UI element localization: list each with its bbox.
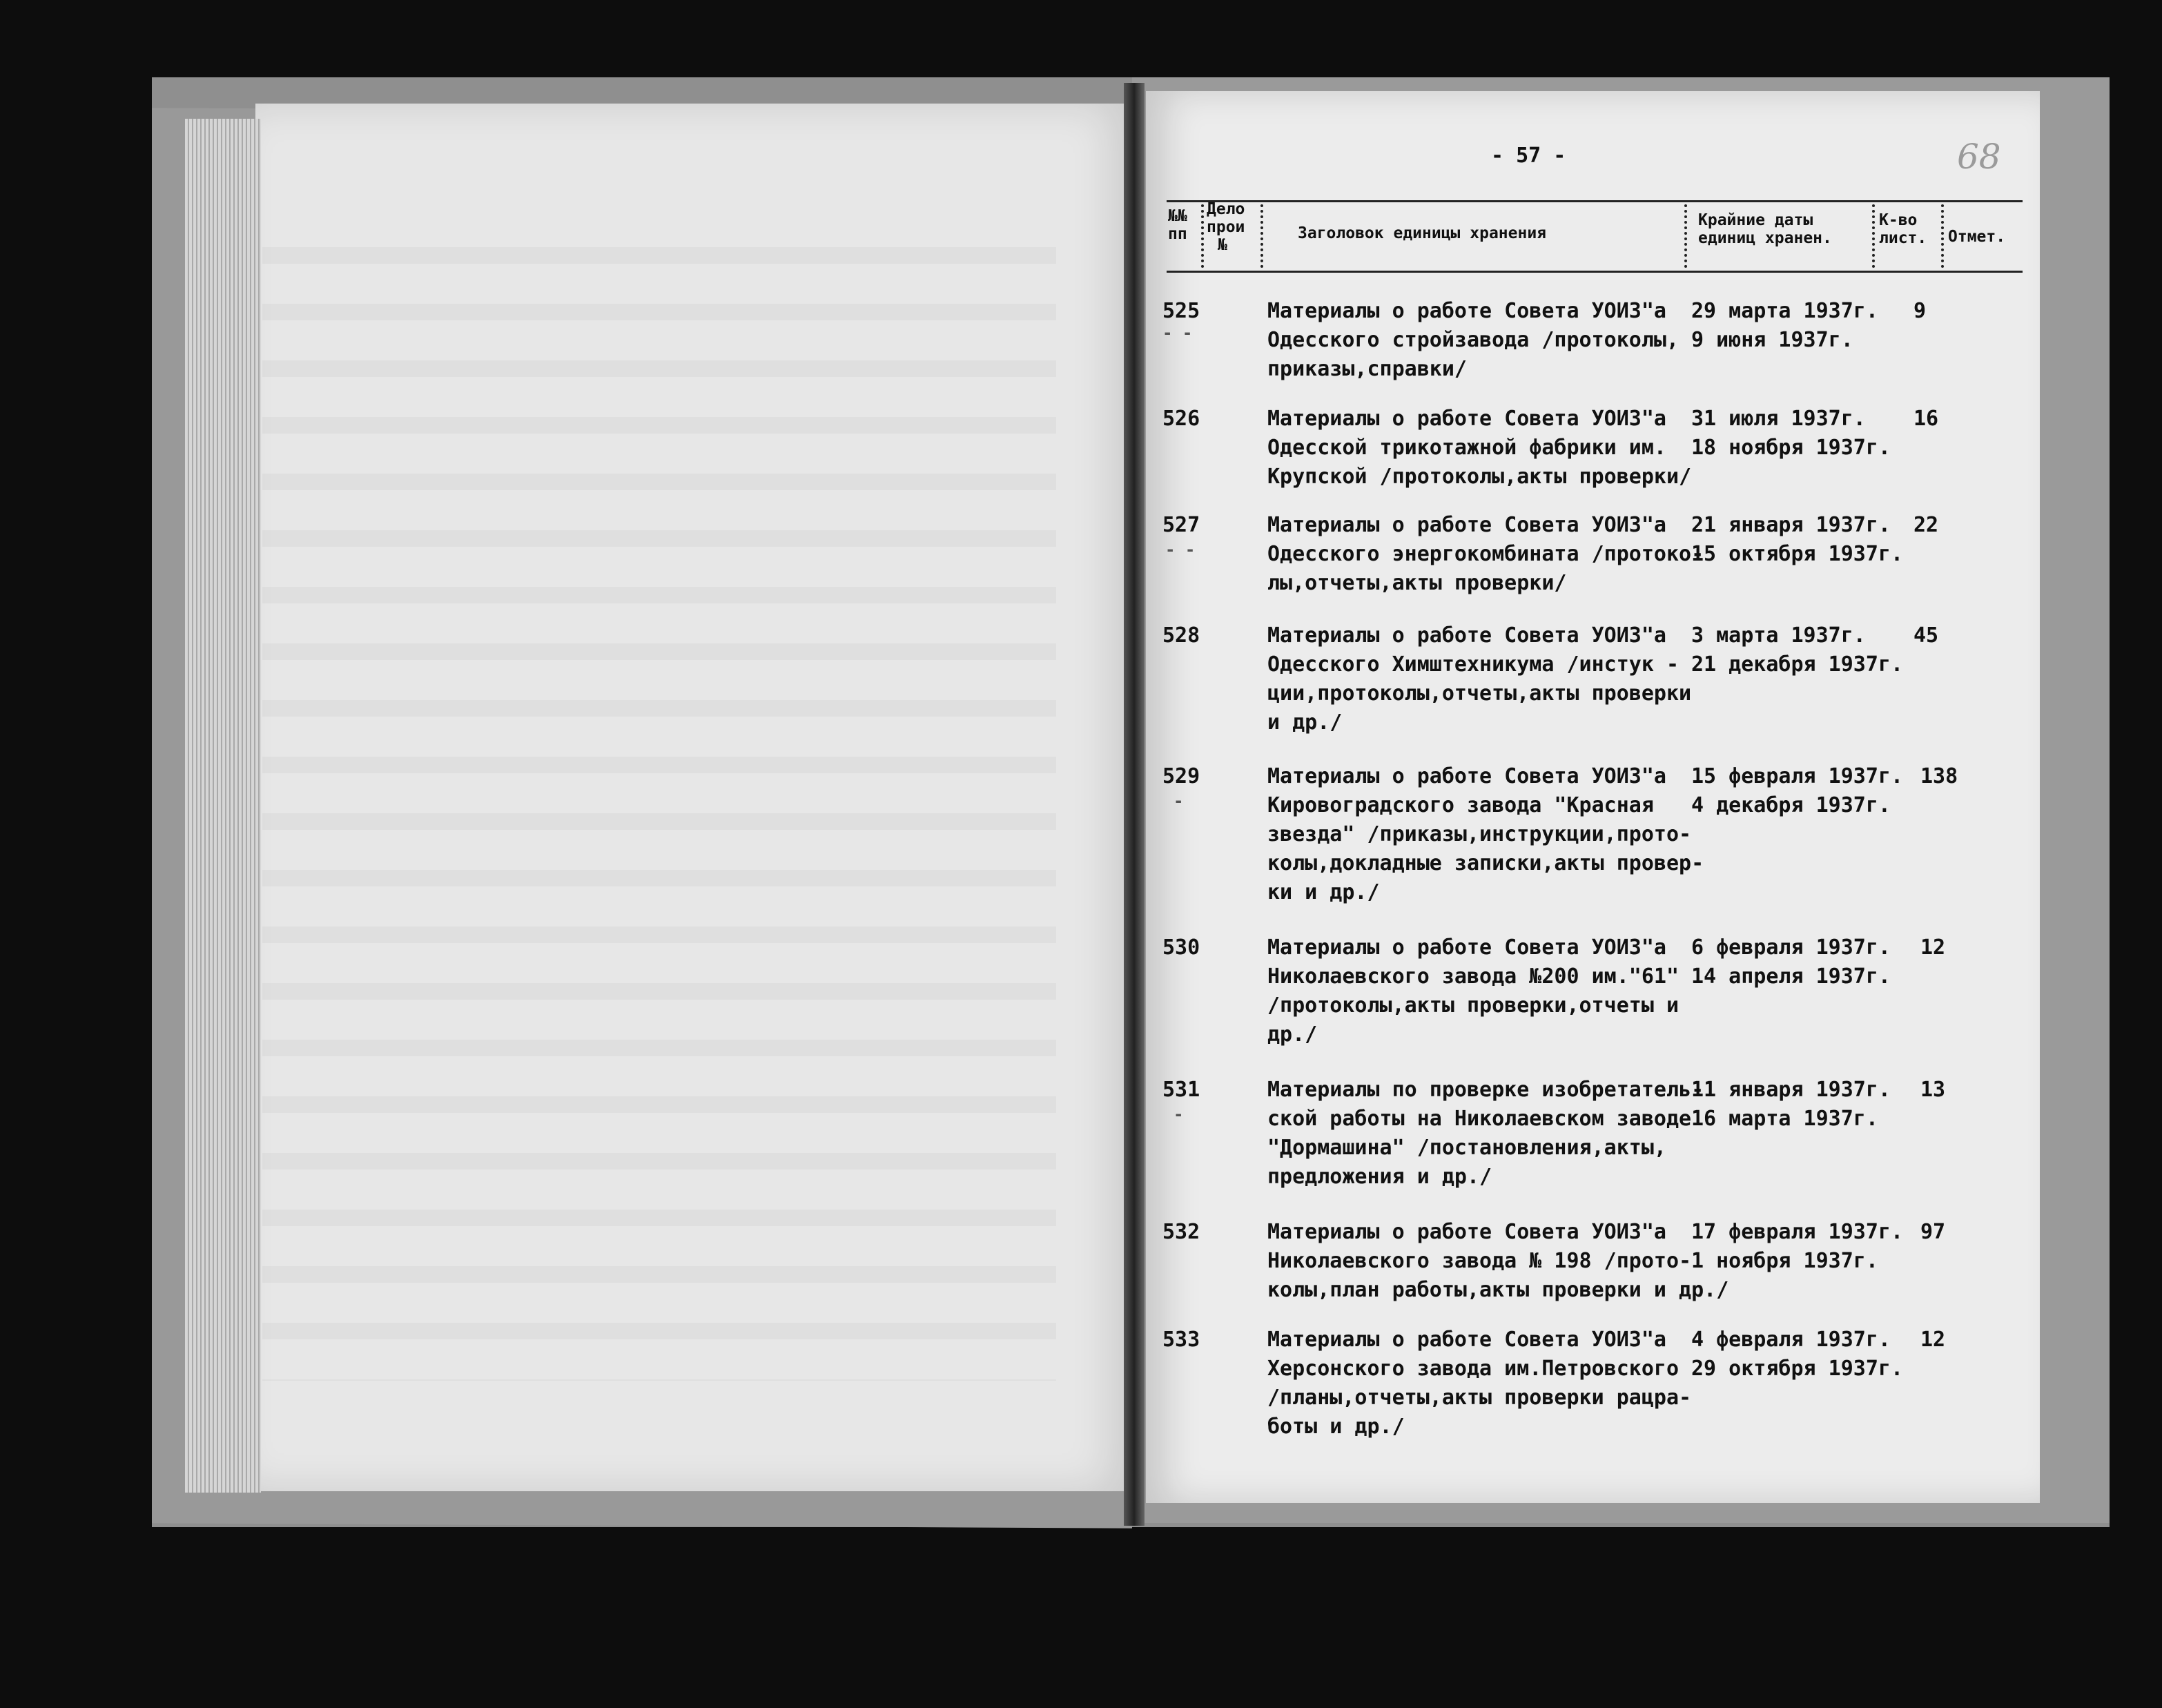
row-sheets: 22 <box>1913 513 1939 537</box>
row-mark: - <box>1173 791 1184 811</box>
row-dates: 3 марта 1937г. 21 декабря 1937г. <box>1691 623 1904 677</box>
row-title: Материалы по проверке изобретатель- ской работы на Николаевском заводе "Дормашина" /постановления,акты, предложения и др./ <box>1267 1078 1704 1189</box>
row-num: 527 <box>1162 513 1200 537</box>
row-sheets: 138 <box>1920 764 1958 788</box>
col-delo-header: Дело прои № <box>1207 200 1245 254</box>
handwritten-folio: 68 <box>1957 137 2001 177</box>
row-num: 525 <box>1162 299 1200 323</box>
row-sheets: 12 <box>1920 935 1946 960</box>
header-separator <box>1872 204 1875 268</box>
row-title: Материалы о работе Совета УОИЗ"а Николаевского завода №200 им."61" /протоколы,акты проверки,отчеты и др./ <box>1267 935 1679 1047</box>
header-separator <box>1260 204 1263 268</box>
row-dates: 15 февраля 1937г. 4 декабря 1937г. <box>1691 764 1904 817</box>
row-num: 529 <box>1162 764 1200 788</box>
row-title: Материалы о работе Совета УОИЗ"а Одесского Химштехникума /инстук - ции,протоколы,отчеты,акты проверки и др./ <box>1267 623 1692 735</box>
row-num: 533 <box>1162 1328 1200 1352</box>
row-num: 530 <box>1162 935 1200 960</box>
row-title: Материалы о работе Совета УОИЗ"а Одесской трикотажной фабрики им. Крупской /протоколы,акты проверки/ <box>1267 407 1692 489</box>
row-num: 526 <box>1162 407 1200 431</box>
row-num: 528 <box>1162 623 1200 648</box>
page-number: - 57 - <box>1491 144 1566 168</box>
row-sheets: 16 <box>1913 407 1939 431</box>
row-dates: 17 февраля 1937г. 1 ноября 1937г. <box>1691 1220 1904 1273</box>
row-title: Материалы о работе Совета УОИЗ"а Одесского стройзавода /протоколы, приказы,справки/ <box>1267 299 1679 381</box>
col-sheets-header: К-во лист. <box>1879 211 1927 247</box>
book-gutter <box>1124 83 1145 1526</box>
row-dates: 4 февраля 1937г. 29 октября 1937г. <box>1691 1328 1904 1381</box>
row-sheets: 97 <box>1920 1220 1946 1244</box>
row-mark: - - <box>1165 540 1196 559</box>
row-title: Материалы о работе Совета УОИЗ"а Херсонского завода им.Петровского /планы,отчеты,акты проверки рацра- боты и др./ <box>1267 1328 1692 1439</box>
row-sheets: 12 <box>1920 1328 1946 1352</box>
row-num: 531 <box>1162 1078 1200 1102</box>
row-title: Материалы о работе Совета УОИЗ"а Кировоградского завода "Красная звезда" /приказы,инструкции,прото- колы,докладные записки,акты провер- ки и др./ <box>1267 764 1704 904</box>
page-edges <box>185 119 261 1493</box>
col-title-header: Заголовок единицы хранения <box>1298 224 1547 242</box>
row-title: Материалы о работе Совета УОИЗ"а Одесского энергокомбината /протоко- лы,отчеты,акты проверки/ <box>1267 513 1704 595</box>
row-sheets: 45 <box>1913 623 1939 648</box>
row-dates: 31 июля 1937г. 18 ноября 1937г. <box>1691 407 1891 460</box>
header-separator <box>1684 204 1687 268</box>
row-mark: - <box>1173 1105 1184 1124</box>
row-num: 532 <box>1162 1220 1200 1244</box>
header-rule-top <box>1167 200 2023 202</box>
header-rule-bottom <box>1167 271 2023 273</box>
col-notes-header: Отмет. <box>1948 228 2006 246</box>
header-separator <box>1941 204 1944 268</box>
row-dates: 11 января 1937г. 16 марта 1937г. <box>1691 1078 1891 1131</box>
col-num-header: №№ пп <box>1168 207 1187 243</box>
row-sheets: 9 <box>1913 299 1927 323</box>
row-dates: 29 марта 1937г. 9 июня 1937г. <box>1691 299 1878 352</box>
header-separator <box>1201 204 1204 268</box>
row-dates: 6 февраля 1937г. 14 апреля 1937г. <box>1691 935 1891 989</box>
row-title: Материалы о работе Совета УОИЗ"а Николаевского завода № 198 /прото- колы,план работы,акты проверки и др./ <box>1267 1220 1729 1302</box>
row-mark: - - <box>1162 323 1193 342</box>
row-sheets: 13 <box>1920 1078 1946 1102</box>
row-dates: 21 января 1937г. 15 октября 1937г. <box>1691 513 1904 566</box>
col-dates-header: Крайние даты единиц хранен. <box>1698 211 1832 247</box>
bleed-through-text <box>262 207 1056 1381</box>
